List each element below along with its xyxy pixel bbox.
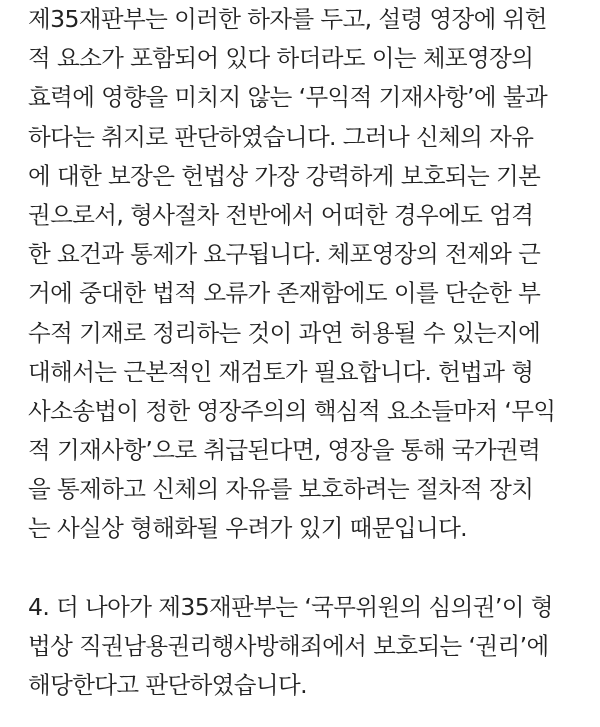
- text-line: 적 기재사항’으로 취급된다면, 영장을 통해 국가권력: [28, 436, 541, 465]
- text-line: 제35재판부는 이러한 하자를 두고, 설령 영장에 위헌: [28, 5, 547, 33]
- text-line: 대해서는 근본적인 재검토가 필요합니다. 헌법과 형: [28, 357, 534, 386]
- text-line: 에 대한 보장은 헌법상 가장 강력하게 보호되는 기본: [28, 161, 541, 190]
- text-line: 적 요소가 포함되어 있다 하더라도 이는 체포영장의: [28, 44, 534, 73]
- text-line: 거에 중대한 법적 오류가 존재함에도 이를 단순한 부: [28, 279, 541, 308]
- article-body: [28, 0, 594, 705]
- paragraph-spacer: [28, 549, 594, 588]
- text-line: 효력에 영향을 미치지 않는 ‘무익적 기재사항’에 불과: [28, 83, 548, 112]
- text-line: 권으로서, 형사절차 전반에서 어떠한 경우에도 엄격: [28, 200, 534, 229]
- text-line: 을 통제하고 신체의 자유를 보호하려는 절차적 장치: [28, 475, 534, 504]
- text-line: 해당한다고 판단하였습니다.: [28, 671, 307, 699]
- text-line: 법상 직권남용권리행사방해죄에서 보호되는 ‘권리’에: [28, 631, 549, 660]
- text-line: 사소송법이 정한 영장주의의 핵심적 요소들마저 ‘무익: [28, 396, 556, 425]
- text-line: 4. 더 나아가 제35재판부는 ‘국무위원의 심의권’이 형: [28, 592, 553, 621]
- text-line: 하다는 취지로 판단하였습니다. 그러나 신체의 자유: [28, 122, 534, 151]
- text-line: 는 사실상 형해화될 우려가 있기 때문입니다.: [28, 514, 468, 543]
- paragraph-ruling-criticism: [28, 0, 594, 549]
- paragraph-point-4: [28, 588, 594, 706]
- text-line: 수적 기재로 정리하는 것이 과연 허용될 수 있는지에: [28, 318, 541, 347]
- text-line: 한 요건과 통제가 요구됩니다. 체포영장의 전제와 근: [28, 240, 541, 269]
